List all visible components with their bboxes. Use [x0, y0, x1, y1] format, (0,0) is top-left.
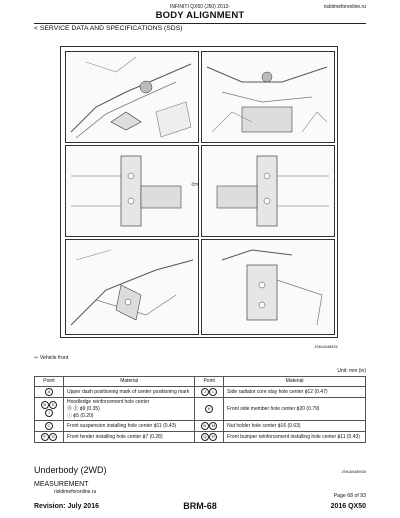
material-cell: Hoodledge reinforcement hole center Ⓑ Ⓔ ϕ9 (0.35) ⓘ ϕ5 (0.20): [64, 398, 195, 421]
material-cell: Front fender installing hole center ϕ7 (0.28): [64, 432, 195, 443]
table-row: [35, 421, 366, 432]
point-cell: [195, 432, 224, 443]
table-row: [35, 387, 366, 398]
col-point-2: Point: [195, 377, 224, 387]
col-material-1: Material: [64, 377, 195, 387]
table-row: [35, 432, 366, 443]
point-marker: F: [41, 433, 49, 441]
col-material-2: Material: [224, 377, 366, 387]
point-marker: J: [201, 388, 209, 396]
footer-site: risktimeforonline.ru: [54, 489, 97, 495]
point-cell: [35, 398, 64, 421]
figure-view-engine-bay-left: [65, 51, 199, 143]
figure-view-front-end-left: [65, 239, 199, 335]
figure-view-front-end-right: [201, 239, 335, 335]
measurement-heading: MEASUREMENT: [34, 481, 89, 488]
table-body: [35, 387, 366, 443]
point-cell: [35, 387, 64, 398]
figure-legend: [34, 355, 68, 361]
point-cell: [35, 432, 64, 443]
unit-label: Unit: mm (in): [337, 368, 366, 374]
material-cell: Nut holder hole center ϕ16 (0.63): [224, 421, 366, 432]
point-marker: K: [205, 405, 213, 413]
point-marker: E: [49, 401, 57, 409]
material-cell: Side radiator core stay hole center ϕ12 (0.47): [224, 387, 366, 398]
point-marker: M: [209, 422, 217, 430]
figure-panel: [60, 46, 338, 338]
figure-id: JSKIA0489ZZ: [314, 345, 338, 349]
header-model: INFINITI QX50 (J50) 2013-: [169, 4, 231, 10]
point-marker: B: [41, 401, 49, 409]
footer-page-number: BRM-68: [183, 501, 217, 511]
header-rule: [34, 23, 366, 24]
point-cell: [195, 421, 224, 432]
subsection-title: Underbody (2WD): [34, 465, 107, 475]
point-marker: L: [209, 388, 217, 396]
view-change-arrow-icon: ⇦: [191, 179, 199, 189]
header-site: risktimeforonline.ru: [323, 4, 366, 10]
col-point-1: Point: [35, 377, 64, 387]
legend-label: Vehicle front: [39, 355, 69, 361]
table-row: [35, 398, 366, 421]
section-link[interactable]: < SERVICE DATA AND SPECIFICATIONS (SDS): [34, 25, 183, 32]
material-cell: Upper dash positioning mark of center positioning mark: [64, 387, 195, 398]
point-marker: R: [209, 433, 217, 441]
material-cell: Front side member hole center ϕ20 (0.79): [224, 398, 366, 421]
point-marker: Q: [201, 433, 209, 441]
point-marker: C: [45, 422, 53, 430]
measurement-points-table: [34, 376, 366, 443]
point-cell: [195, 398, 224, 421]
page-title: BODY ALIGNMENT: [155, 10, 245, 21]
figure-view-side-member-left: [65, 145, 199, 237]
footer-revision: Revision: July 2016: [34, 503, 99, 510]
point-marker: I: [45, 409, 53, 417]
footer-page-of: Page 68 of 93: [333, 493, 366, 499]
footer-model: 2016 QX50: [330, 503, 366, 510]
material-cell: Front bumper reinforcement installing hole center ϕ11 (0.43): [224, 432, 366, 443]
material-cell: Front suspension installing hole center ϕ11 (0.43): [64, 421, 195, 432]
figure-view-side-member-right: [201, 145, 335, 237]
vehicle-front-arrow-icon: ⇦: [34, 355, 39, 361]
figure-view-engine-bay-right: [201, 51, 335, 143]
point-marker: N: [201, 422, 209, 430]
table-id: JSKIA0489GB: [341, 470, 366, 474]
point-cell: [35, 421, 64, 432]
point-marker: G: [49, 433, 57, 441]
point-marker: A: [45, 388, 53, 396]
point-cell: [195, 387, 224, 398]
